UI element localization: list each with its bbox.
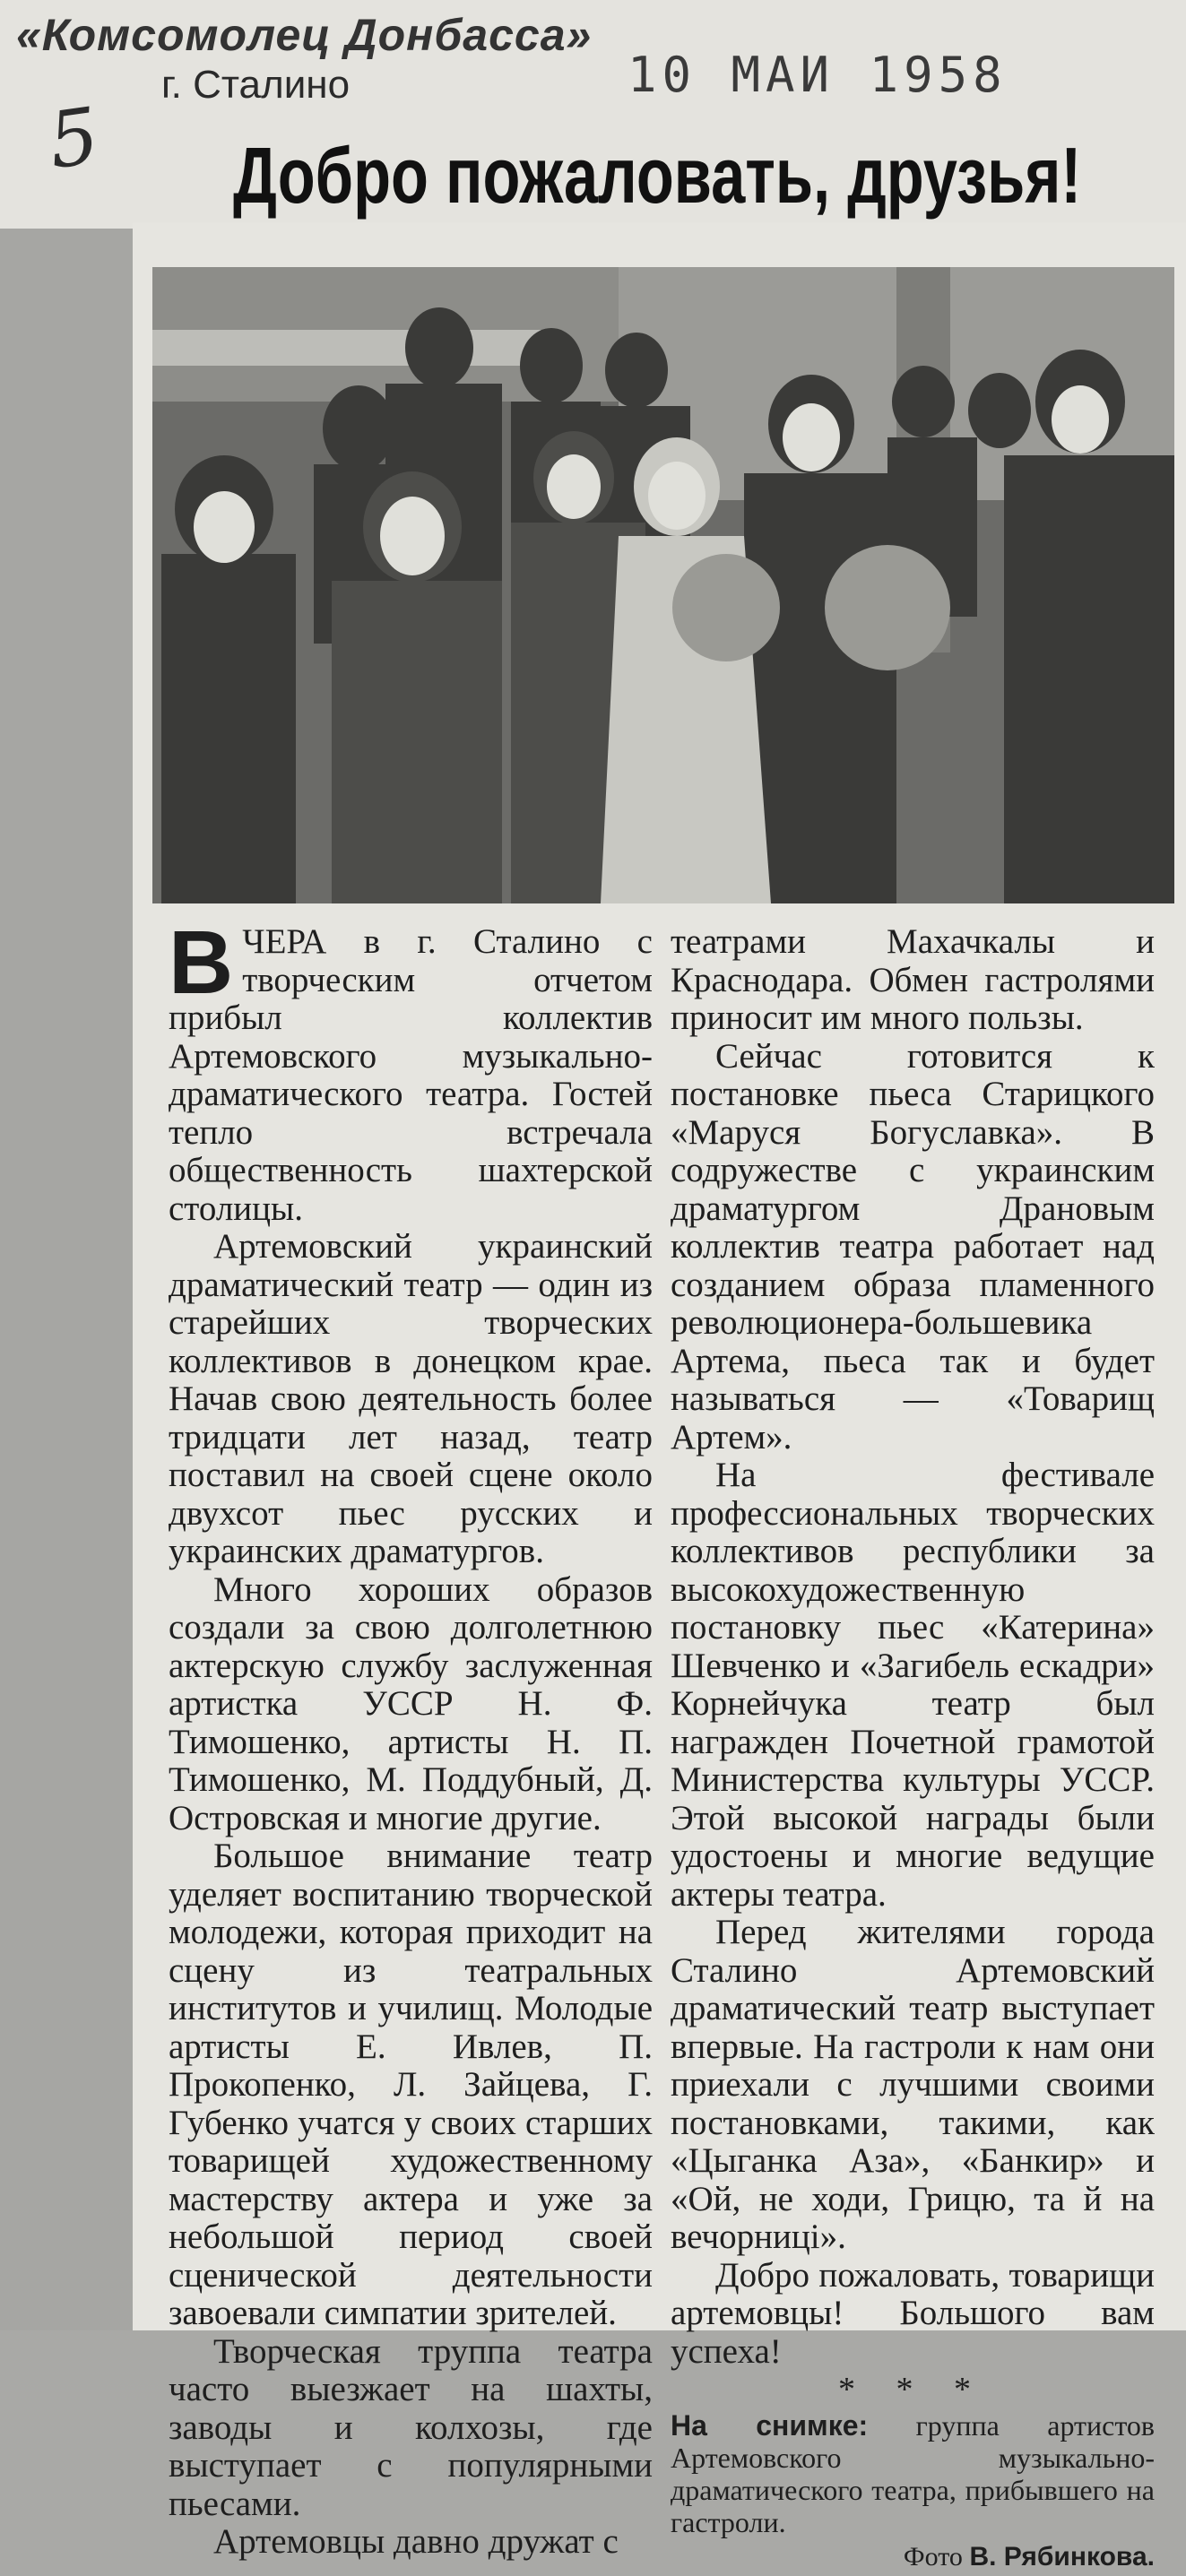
scrapbook-page-strip bbox=[0, 229, 133, 2330]
article-paragraph: ВЧЕРА в г. Сталино с творческим отчетом прибыл коллектив Артемовского музыкально-драматического театра. Гостей тепло встречала общественность шахтерской столицы. bbox=[169, 923, 653, 1228]
newspaper-city: г. Сталино bbox=[161, 63, 350, 108]
article-paragraph: Сейчас готовится к постановке пьеса Старицкого «Маруся Богуславка». В содружестве с украинским драматургом Драновым коллектив театра работает над созданием образа пламенного революционера-большевика Артема, пьеса так и будет называться — «Товарищ Артем». bbox=[671, 1038, 1155, 1457]
credit-name: В. Рябинкова. bbox=[969, 2542, 1155, 2572]
article-paragraph: Перед жителями города Сталино Артемовский драматический театр выступает впервые. На гастроли к нам они приехали с лучшими своими постановками, такими, как «Цыганка Аза», «Банкир» и «Ой, не ходи, Грицю, та й на вечорниці». bbox=[671, 1914, 1155, 2257]
photo-group-of-actors-icon bbox=[152, 267, 1174, 903]
article-column-left bbox=[169, 923, 653, 2562]
article-paragraph: На фестивале профессиональных творческих коллективов республики за высокохудожественную постановку пьес «Катерина» Шевченко и «Загибель ескадри» Корнейчука театр был награжден Почетной грамотой Министерства культуры УССР. Этой высокой награды были удостоены и многие ведущие актеры театра. bbox=[671, 1457, 1155, 1914]
article-paragraph: Большое внимание театр уделяет воспитанию творческой молодежи, которая приходит на сцену из театральных институтов и училищ. Молодые артисты Е. Ивлев, П. Прокопенко, Л. Зайцева, Г. Губенко учатся у своих старших товарищей художественному мастерству актера и уже за небольшой период своей сценической деятельности завоевали симпатии зрителей. bbox=[169, 1837, 653, 2333]
photo-credit bbox=[671, 2538, 1155, 2576]
article-headline: Добро пожаловать, друзья! bbox=[233, 130, 967, 221]
photo-caption bbox=[671, 2409, 1155, 2538]
section-separator: * * * bbox=[671, 2371, 1155, 2409]
article-paragraph: Добро пожаловать, товарищи артемовцы! Большого вам успеха! bbox=[671, 2257, 1155, 2372]
article-paragraph: театрами Махачкалы и Краснодара. Обмен гастролями приносит им много пользы. bbox=[671, 923, 1155, 1038]
newspaper-source: «Комсомолец Донбасса» bbox=[16, 9, 592, 61]
caption-label: На снимке: bbox=[671, 2409, 868, 2442]
article-column-right bbox=[671, 923, 1155, 2576]
article-paragraph: Творческая труппа театра часто выезжает на шахты, заводы и колхозы, где выступает с популярными пьесами. bbox=[169, 2333, 653, 2524]
group-photo bbox=[152, 267, 1174, 903]
article-paragraph: Артемовцы давно дружат с bbox=[169, 2523, 653, 2562]
article-paragraph: Артемовский украинский драматический театр — один из старейших творческих коллективов в донецком крае. Начав свою деятельность более тридцати лет назад, театр поставил на своей сцене около двухсот пьес русских и украинских драматургов. bbox=[169, 1228, 653, 1571]
date-stamp: 10 МАИ 1958 bbox=[628, 47, 1008, 103]
caption-text: группа артистов Артемовского музыкально-драматического театра, прибывшего на гастроли. bbox=[671, 2409, 1155, 2538]
drop-cap: В bbox=[169, 927, 233, 998]
handwritten-number: 5 bbox=[43, 91, 104, 187]
article-paragraph: Много хороших образов создали за свою долголетнюю актерскую службу заслуженная артистка УССР Н. Ф. Тимошенко, артисты Н. П. Тимошенко, М. Поддубный, Д. Островская и многие другие. bbox=[169, 1571, 653, 1838]
credit-label: Фото bbox=[904, 2542, 963, 2572]
